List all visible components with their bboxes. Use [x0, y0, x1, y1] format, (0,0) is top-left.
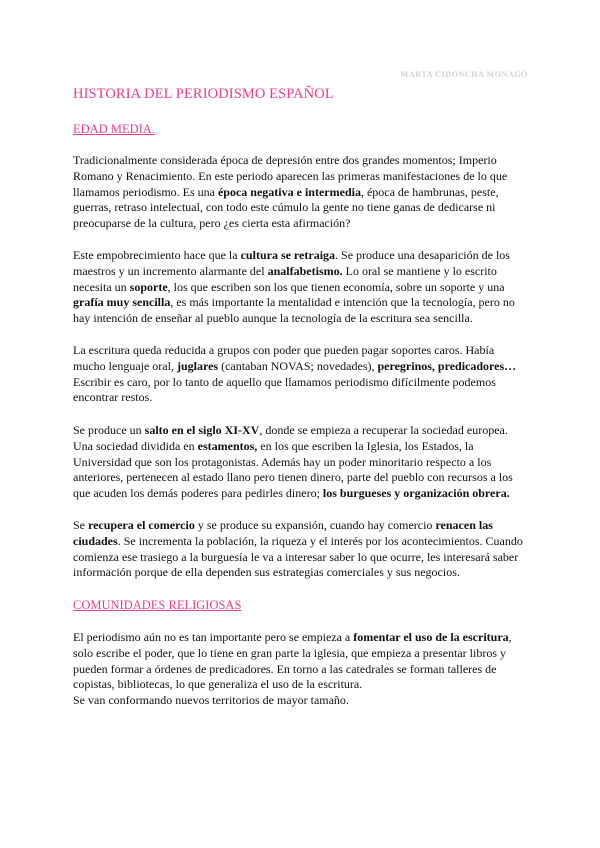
text-run: Se produce un	[73, 423, 145, 437]
section-heading-edad-media: EDAD MEDIA.	[73, 122, 155, 136]
text-run: y se produce su expansión, cuando hay comercio	[194, 518, 436, 532]
paragraph	[73, 153, 525, 232]
text-run: . Se incrementa la población, la riqueza y el interés por los acontecimientos. Cuando comienza ese trasiego a la burguesía le va a interesar saber lo que ocurre, les interesará saber información porque de ella dependen sus estrategias comerciales y sus negocios.	[73, 533, 523, 580]
text-run: Se	[73, 518, 88, 532]
text-run: , es más importante la mentalidad e intención que la tecnología, pero no hay intención de enseñar al pueblo aunque la tecnología de la escritura sea sencilla.	[73, 295, 515, 326]
page-title: HISTORIA DEL PERIODISMO ESPAÑOL	[73, 86, 334, 102]
bold-text: los burgueses y organización obrera.	[322, 486, 510, 501]
text-run: El periodismo aún no es tan importante pero se empieza a	[73, 630, 354, 644]
paragraph	[73, 518, 525, 581]
text-run: (cantaban NOVAS; novedades),	[218, 358, 378, 373]
text-run: , época de hambrunas, peste, guerras, retraso intelectual, con todo este cúmulo la gente no tiene ganas de dedicarse ni preocuparse de la cultura, pero ¿es cierta esta afirmación?	[73, 184, 499, 231]
text-run: Se van conformando nuevos territorios de mayor tamaño.	[73, 693, 349, 707]
bold-text: fomentar el uso de la escritura	[353, 630, 509, 644]
paragraph	[73, 248, 525, 327]
text-run: Escribir es caro, por lo tanto de aquello que llamamos periodismo difícilmente podemos encontrar restos.	[73, 374, 496, 405]
bold-text: renacen las ciudades	[73, 518, 493, 548]
text-run: Tradicionalmente considerada época de depresión entre dos grandes momentos; Imperio Romano y Renacimiento. En este periodo aparecen las primeras manifestaciones de lo que llamamos periodismo. Es una	[73, 153, 508, 199]
paragraph	[73, 423, 525, 502]
paragraph	[73, 343, 525, 406]
text-run: , los que escriben son los que tienen economía, sobre un soporte y una	[167, 279, 505, 294]
bold-text: grafía muy sencilla	[73, 295, 171, 310]
bold-text: época negativa e intermedia	[217, 184, 361, 199]
bold-text: cultura se retraiga	[240, 248, 336, 262]
text-run: , solo escribe el poder, que lo tiene en gran parte la iglesia, que empieza a presentar libros y pueden formar a órdenes de predicadores. En torno a las catedrales se forman talleres de copistas, bibliotecas, lo que generaliza el uso de la escritura.	[73, 630, 512, 692]
bold-text: salto en el siglo XI-XV	[144, 423, 260, 437]
bold-text: estamentos,	[197, 438, 258, 453]
text-run: Este empobrecimiento hace que la	[73, 248, 241, 262]
bold-text: soporte	[129, 279, 168, 294]
paragraph	[73, 630, 525, 693]
author-header: MARTA CIDONCHA MONAGO	[400, 70, 528, 79]
text-run: Lo oral se mantiene y lo escrito necesita un	[73, 263, 497, 294]
bold-text: peregrinos, predicadores…	[377, 358, 517, 373]
bold-text: recupera el comercio	[88, 518, 195, 532]
text-run: , donde se empieza a recuperar la sociedad europea. Una sociedad dividida en	[73, 423, 508, 453]
text-run: en los que escriben la Iglesia, los Estados, la Universidad que son los protagonistas. Además hay un poder minoritario respecto a los anteriores, pertenecen al estado llano pero tienen dinero, parte del pueblo con recursos a los que acuden los demás poderes para pedirles dinero;	[73, 438, 513, 501]
bold-text: analfabetismo.	[267, 263, 343, 278]
text-run: . Se produce una desaparición de los maestros y un incremento alarmante del	[73, 248, 510, 278]
section-heading-comunidades: COMUNIDADES RELIGIOSAS	[73, 598, 242, 612]
paragraph	[73, 693, 525, 709]
bold-text: juglares	[176, 358, 219, 373]
text-run: La escritura queda reducida a grupos con poder que pueden pagar soportes caros. Había mucho lenguaje oral,	[73, 343, 495, 373]
